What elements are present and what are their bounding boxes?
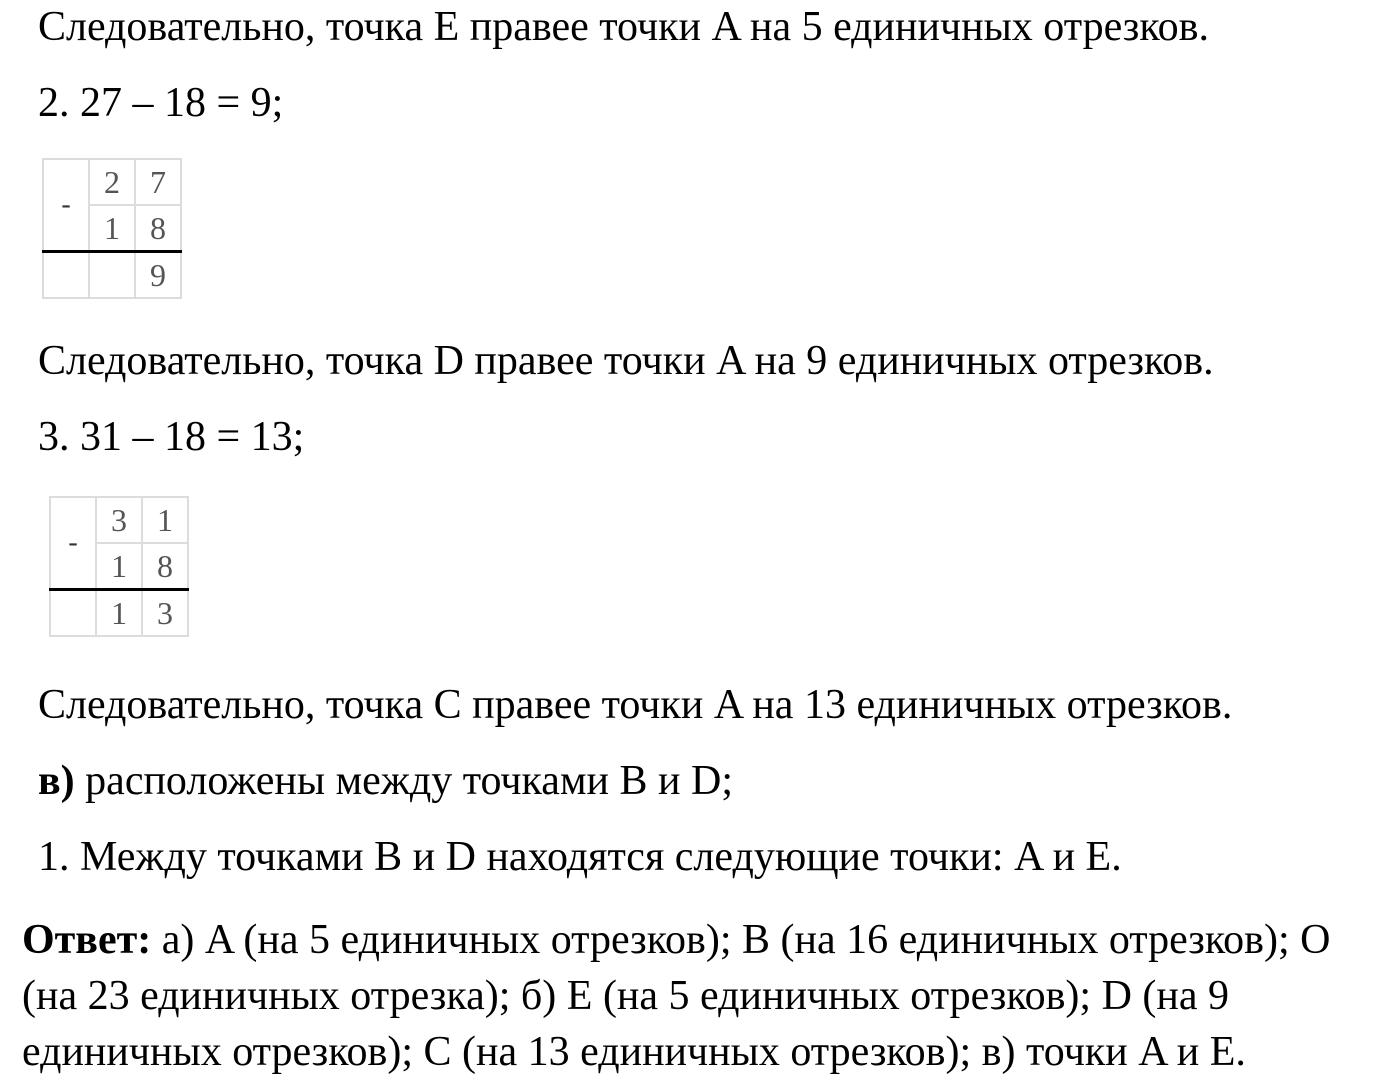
digit-cell: 8 bbox=[142, 543, 188, 590]
empty-cell bbox=[50, 590, 96, 637]
empty-cell bbox=[43, 252, 89, 299]
digit-cell bbox=[89, 252, 135, 299]
text-line: Следовательно, точка C правее точки A на 13 единичных отрезков. bbox=[38, 682, 1233, 728]
digit-cell: 7 bbox=[135, 159, 181, 205]
column-subtraction-table bbox=[49, 496, 189, 637]
answer-text: а) A (на 5 единичных отрезков); B (на 16 единичных отрезков); O (на 23 единичных отрезка); б) E (на 5 единичных отрезков); D (на 9 единичных отрезков); C (на 13 единичных отрезков); в) точки A и E. bbox=[22, 917, 1331, 1075]
digit-cell: 1 bbox=[96, 543, 142, 590]
equation-line: 3. 31 – 18 = 13; bbox=[38, 414, 305, 460]
digit-cell: 8 bbox=[135, 205, 181, 252]
minus-sign: - bbox=[50, 497, 96, 590]
digit-cell: 9 bbox=[135, 252, 181, 299]
item-text: расположены между точками B и D; bbox=[74, 758, 733, 804]
text-line: 1. Между точками B и D находятся следующие точки: A и E. bbox=[38, 834, 1122, 880]
digit-cell: 3 bbox=[96, 497, 142, 543]
digit-cell: 2 bbox=[89, 159, 135, 205]
minus-sign: - bbox=[43, 159, 89, 252]
digit-cell: 3 bbox=[142, 590, 188, 637]
answer-paragraph bbox=[22, 912, 1382, 1080]
digit-cell: 1 bbox=[96, 590, 142, 637]
text-line: Следовательно, точка E правее точки A на 5 единичных отрезков. bbox=[38, 4, 1209, 50]
equation-line: 2. 27 – 18 = 9; bbox=[38, 80, 284, 126]
item-label: в) bbox=[38, 758, 75, 804]
column-subtraction-table bbox=[42, 158, 182, 299]
text-line: Следовательно, точка D правее точки A на 9 единичных отрезков. bbox=[38, 338, 1214, 384]
digit-cell: 1 bbox=[89, 205, 135, 252]
answer-label: Ответ: bbox=[22, 917, 152, 963]
digit-cell: 1 bbox=[142, 497, 188, 543]
text-line bbox=[38, 756, 733, 806]
